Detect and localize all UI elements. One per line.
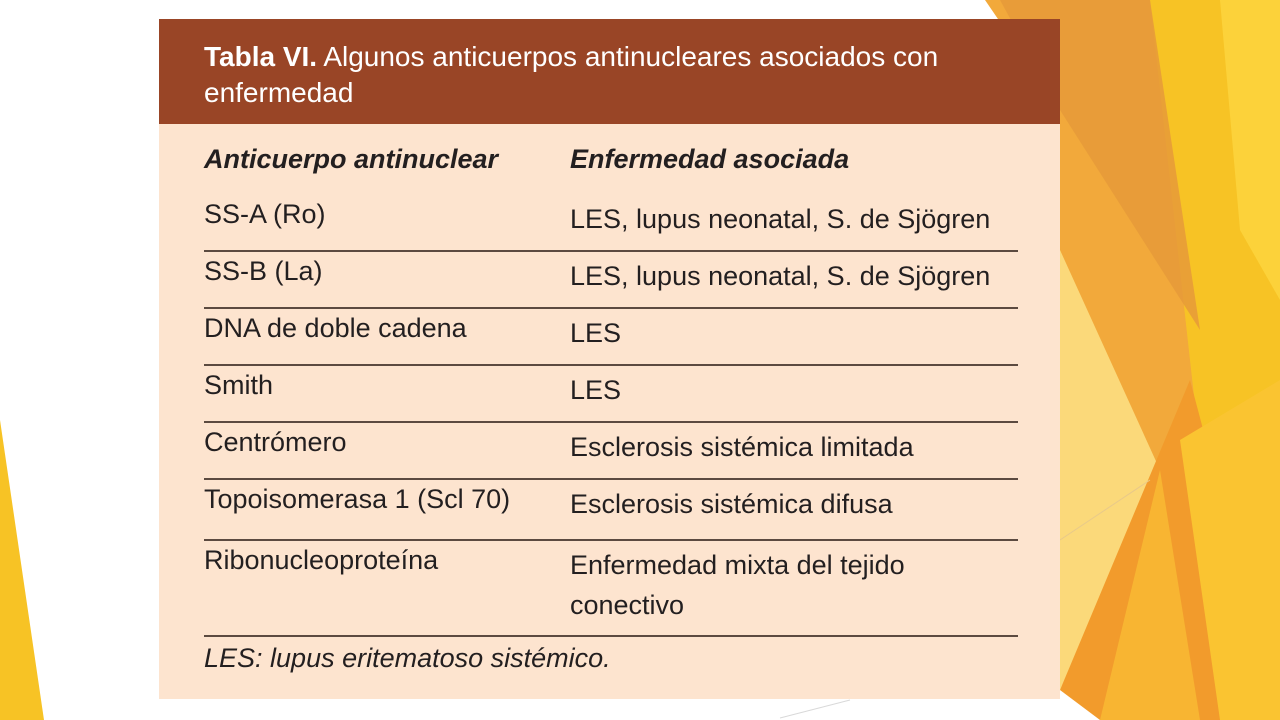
table-row — [204, 423, 1018, 480]
disease-cell: LES — [570, 375, 622, 405]
left-accent-shape — [0, 420, 44, 720]
column-header-disease: Enfermedad asociada — [570, 144, 850, 174]
antibody-cell: Ribonucleoproteína — [204, 545, 439, 575]
antibody-cell: SS-B (La) — [204, 256, 323, 286]
disease-cell: LES, lupus neonatal, S. de Sjögren — [570, 261, 991, 291]
antibody-cell: Topoisomerasa 1 (Scl 70) — [204, 484, 511, 514]
antibody-cell: DNA de doble cadena — [204, 313, 467, 343]
table-row — [204, 309, 1018, 366]
disease-cell: Esclerosis sistémica limitada — [570, 432, 914, 462]
thin-line-2 — [780, 700, 850, 718]
table-row — [204, 195, 1018, 252]
table-title-text: Algunos anticuerpos antinucleares asociados con enfermedad — [204, 41, 939, 108]
table-title — [159, 19, 1060, 124]
disease-cell: LES — [570, 318, 622, 348]
disease-cell: Enfermedad mixta del tejido conectivo — [570, 550, 905, 620]
disease-cell: Esclerosis sistémica difusa — [570, 489, 893, 519]
table-row — [204, 541, 1018, 637]
table-title-number: Tabla VI. — [204, 41, 318, 72]
table-row — [204, 366, 1018, 423]
table-footnote: LES: lupus eritematoso sistémico. — [204, 643, 611, 673]
table-row — [204, 480, 1018, 541]
disease-cell: LES, lupus neonatal, S. de Sjögren — [570, 204, 991, 234]
column-header-antibody: Anticuerpo antinuclear — [204, 144, 499, 174]
antibody-cell: Centrómero — [204, 427, 347, 457]
table-card — [159, 19, 1060, 699]
table-row — [204, 252, 1018, 309]
antibody-cell: SS-A (Ro) — [204, 199, 326, 229]
antibody-cell: Smith — [204, 370, 274, 400]
table-body — [204, 195, 1018, 637]
